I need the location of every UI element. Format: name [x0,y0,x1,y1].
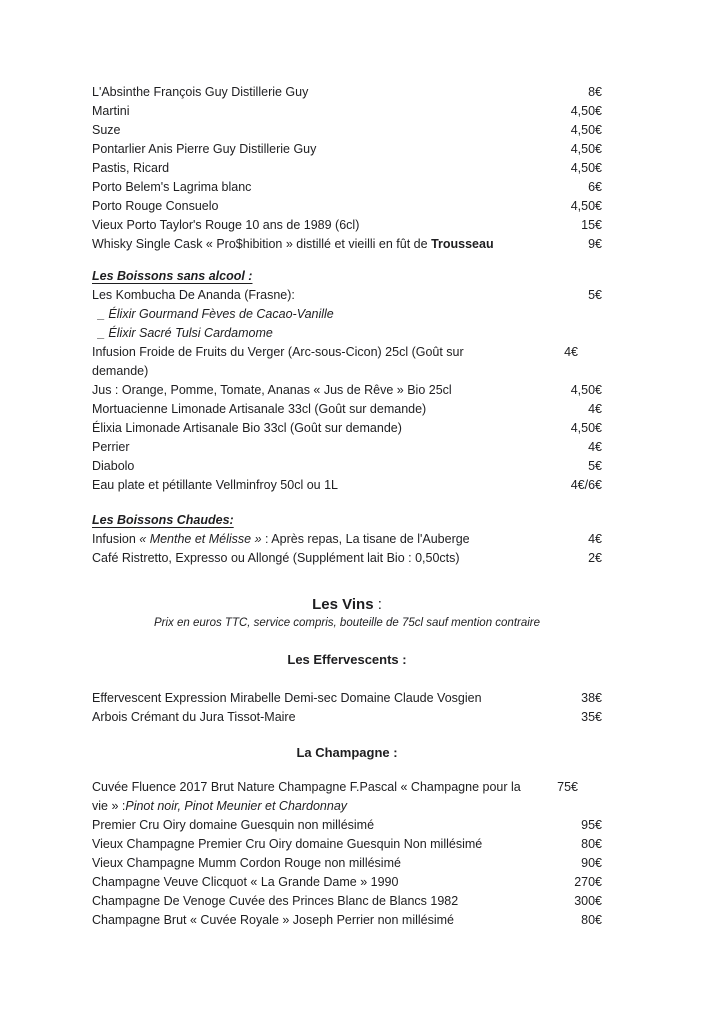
item-name: Vieux Champagne Mumm Cordon Rouge non millésimé [92,856,401,870]
menu-item-row [92,419,602,438]
kombucha-flavor-item: _ Élixir Gourmand Fèves de Cacao-Vanille [98,307,334,321]
menu-item-row [92,476,602,495]
spirits-section [92,83,602,254]
item-price: 35€ [581,710,602,724]
wines-title-colon: : [373,596,382,613]
item-name: L'Absinthe François Guy Distillerie Guy [92,85,309,99]
soft-drinks-section [92,267,602,495]
item-price: 270€ [574,875,602,889]
item-price: 4€ [588,402,602,416]
item-name-bold: Trousseau [431,237,494,251]
item-name: Jus : Orange, Pomme, Tomate, Ananas « Jus de Rêve » Bio 25cl [92,383,452,397]
item-name: Café Ristretto, Expresso ou Allongé (Supplément lait Bio : 0,50cts) [92,551,460,565]
item-name: Les Kombucha De Ananda (Frasne): [92,288,295,302]
soft-drinks-heading: Les Boissons sans alcool : [92,269,253,283]
item-price: 4,50€ [570,142,602,156]
item-price: 80€ [581,837,602,851]
menu-item-row [92,708,602,727]
item-price: 4,50€ [570,161,602,175]
item-price: 90€ [581,856,602,870]
effervescents-section [92,650,602,727]
menu-item-row [92,197,602,216]
item-price: 4,50€ [570,383,602,397]
item-name: Premier Cru Oiry domaine Guesquin non millésimé [92,818,375,832]
item-price: 75€ [557,780,578,794]
item-name: Arbois Crémant du Jura Tissot-Maire [92,710,296,724]
item-name: Suze [92,123,121,137]
menu-item-row [92,816,602,835]
item-price: 4€ [588,440,602,454]
item-name: Mortuacienne Limonade Artisanale 33cl (Goût sur demande) [92,402,427,416]
menu-item-row [92,286,602,305]
item-name: Porto Belem's Lagrima blanc [92,180,252,194]
item-name: Vieux Porto Taylor's Rouge 10 ans de 1989 (6cl) [92,218,360,232]
item-name-pre: Infusion [92,532,140,546]
item-price: 4,50€ [570,421,602,435]
item-price: 2€ [588,551,602,565]
menu-item-row [92,121,602,140]
item-name: Porto Rouge Consuelo [92,199,219,213]
effervescents-items [92,689,602,727]
champagne-heading: La Champagne : [296,745,398,760]
item-name [92,778,532,816]
item-price: 4€ [564,345,578,359]
item-price: 4€/6€ [570,478,602,492]
item-name: Eau plate et pétillante Vellminfroy 50cl ou 1L [92,478,338,492]
item-name [92,530,556,549]
item-name-post: : Après repas, La tisane de l'Auberge [261,532,470,546]
item-price: 4,50€ [570,104,602,118]
item-name: Élixia Limonade Artisanale Bio 33cl (Goût sur demande) [92,421,402,435]
item-name: Martini [92,104,130,118]
item-name-italic: « Menthe et Mélisse » [139,532,262,546]
item-name-pre: Cuvée Fluence 2017 Brut Nature Champagne F.Pascal « Champagne pour la vie » : [92,780,521,813]
champagne-items [92,778,602,930]
menu-item-row [92,381,602,400]
menu-item-row [92,343,602,381]
menu-item-row [92,83,602,102]
menu-item-row [92,689,602,708]
menu-item-row [92,400,602,419]
menu-item-row [92,911,602,930]
item-name: Diabolo [92,459,135,473]
item-price: 4,50€ [570,123,602,137]
menu-item-row [92,102,602,121]
menu-item-row [92,549,602,568]
menu-item-row [92,892,602,911]
menu-item-row [92,530,602,549]
wines-title-text: Les Vins [312,596,374,613]
menu-item-row [92,854,602,873]
item-name: Pastis, Ricard [92,161,170,175]
wines-title [92,595,602,615]
item-name: Champagne Veuve Clicquot « La Grande Dame » 1990 [92,875,399,889]
wines-subtitle: Prix en euros TTC, service compris, bouteille de 75cl sauf mention contraire [153,617,541,629]
item-name: Perrier [92,440,130,454]
item-name-italic: Pinot noir, Pinot Meunier et Chardonnay [125,799,348,813]
menu-item-row [92,457,602,476]
hot-drinks-section [92,511,602,568]
menu-item-row [92,178,602,197]
item-price: 9€ [588,237,602,251]
kombucha-flavor-item: _ Élixir Sacré Tulsi Cardamome [98,326,273,340]
menu-item-row [92,235,602,254]
item-price: 95€ [581,818,602,832]
item-name [92,235,556,254]
item-price: 300€ [574,894,602,908]
item-name: Infusion Froide de Fruits du Verger (Arc-sous-Cicon) 25cl (Goût sur demande) [92,345,464,378]
item-name: Effervescent Expression Mirabelle Demi-sec Domaine Claude Vosgien [92,691,482,705]
item-name: Champagne Brut « Cuvée Royale » Joseph Perrier non millésimé [92,913,454,927]
champagne-section [92,743,602,930]
item-name-regular: Whisky Single Cask « Pro$hibition » distillé et vieilli en fût de [92,237,432,251]
item-name: Champagne De Venoge Cuvée des Princes Blanc de Blancs 1982 [92,894,459,908]
menu-item-row [92,873,602,892]
item-name: Pontarlier Anis Pierre Guy Distillerie Guy [92,142,317,156]
menu-item-row [92,159,602,178]
item-name: Vieux Champagne Premier Cru Oiry domaine Guesquin Non millésimé [92,837,483,851]
hot-drinks-heading: Les Boissons Chaudes: [92,513,234,527]
item-price: 15€ [581,218,602,232]
menu-item-row [92,835,602,854]
item-price: 5€ [588,288,602,302]
menu-item-row [92,140,602,159]
item-price: 4€ [588,532,602,546]
item-price: 38€ [581,691,602,705]
item-price: 6€ [588,180,602,194]
item-price: 8€ [588,85,602,99]
item-price: 4,50€ [570,199,602,213]
menu-item-row [92,216,602,235]
menu-item-row [92,438,602,457]
effervescents-heading: Les Effervescents : [287,652,407,667]
item-price: 80€ [581,913,602,927]
item-price: 5€ [588,459,602,473]
menu-item-row [92,778,602,816]
